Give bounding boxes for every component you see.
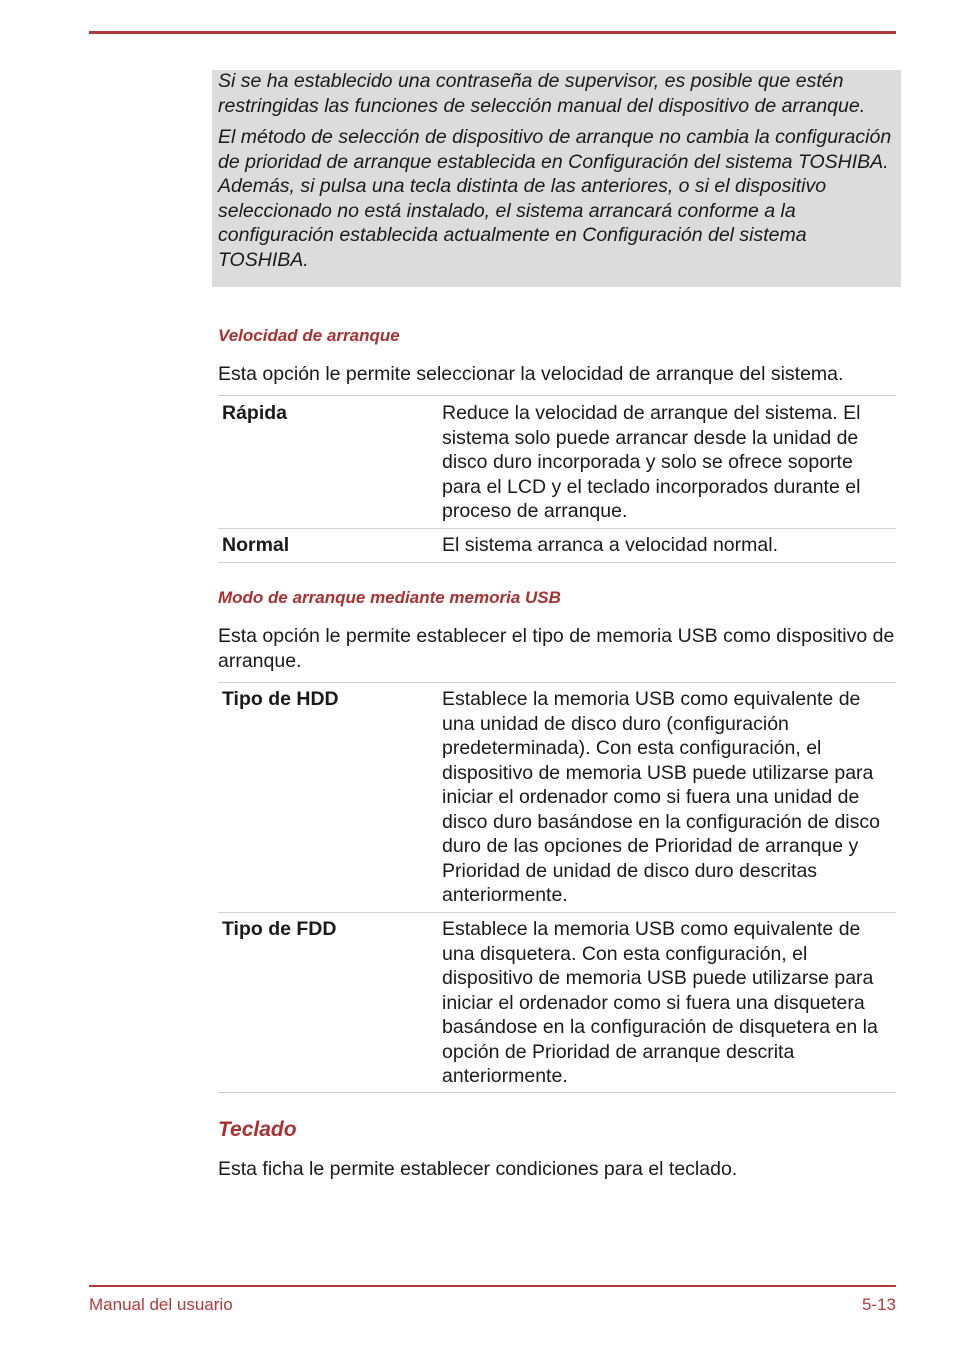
footer-rule	[89, 1285, 896, 1287]
note-paragraph-1: Si se ha establecido una contraseña de supervisor, es posible que estén restringidas las funciones de selección manual del dispositivo de arranque.	[218, 70, 866, 117]
options-table-velocidad	[218, 395, 896, 563]
option-description: El sistema arranca a velocidad normal.	[442, 534, 778, 556]
footer-title: Manual del usuario	[89, 1295, 233, 1314]
option-term: Normal	[222, 534, 290, 556]
options-table-usb	[218, 682, 896, 1093]
note-box	[212, 70, 901, 287]
option-description: Establece la memoria USB como equivalente de una unidad de disco duro (configuración predeterminada). Con esta configuración, el dispositivo de memoria USB puede utilizarse para iniciar el ordenador como si fuera una unidad de disco duro basándose en la configuración de disco duro de las opciones de Prioridad de arranque y Prioridad de unidad de disco duro descritas anteriormente.	[442, 688, 880, 906]
section-intro-teclado: Esta ficha le permite establecer condiciones para el teclado.	[218, 1158, 738, 1180]
section-intro-usb: Esta opción le permite establecer el tipo de memoria USB como dispositivo de arranque.	[218, 625, 895, 672]
table-row	[218, 528, 896, 563]
option-description: Establece la memoria USB como equivalente de una disquetera. Con esta configuración, el dispositivo de memoria USB puede utilizarse para iniciar el ordenador como si fuera una disquetera basándose en la configuración de disquetera en la opción de Prioridad de arranque descrita anteriormente.	[442, 918, 878, 1087]
page-number: 5-13	[861, 1295, 896, 1314]
section-intro-velocidad: Esta opción le permite seleccionar la velocidad de arranque del sistema.	[218, 363, 844, 385]
section-heading-velocidad: Velocidad de arranque	[218, 326, 400, 345]
table-row	[218, 682, 896, 912]
option-term: Tipo de HDD	[222, 688, 339, 710]
option-description: Reduce la velocidad de arranque del sistema. El sistema solo puede arrancar desde la unidad de disco duro incorporada y solo se ofrece soporte para el LCD y el teclado incorporados durante el proceso de arranque.	[442, 402, 861, 522]
table-row	[218, 395, 896, 528]
note-paragraph-2: El método de selección de dispositivo de arranque no cambia la configuración de prioridad de arranque establecida en Configuración del sistema TOSHIBA. Además, si pulsa una tecla distinta de las anteriores, o si el dispositivo seleccionado no está instalado, el sistema arrancará conforme a la configuración establecida actualmente en Configuración del sistema TOSHIBA.	[218, 126, 892, 271]
section-heading-usb: Modo de arranque mediante memoria USB	[218, 588, 561, 607]
header-rule	[89, 31, 896, 34]
option-term: Tipo de FDD	[222, 918, 337, 940]
option-term: Rápida	[222, 402, 288, 424]
table-row	[218, 912, 896, 1093]
section-heading-teclado: Teclado	[218, 1118, 297, 1141]
